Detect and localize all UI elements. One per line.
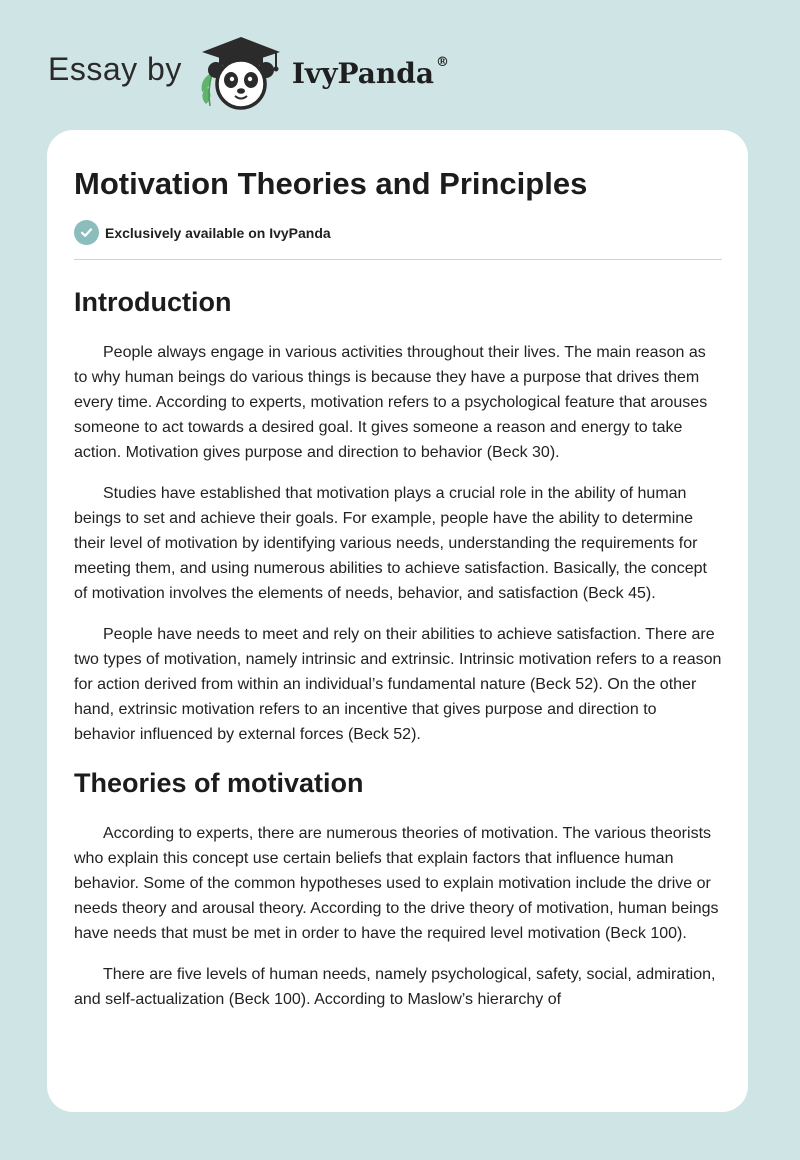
paragraph: People always engage in various activities throughout their lives. The main reason as to why human beings do various things is because they have a purpose that drives them every time. According to experts, motivation refers to a psychological feature that arouses someone to act towards a desired goal. It gives someone a reason and energy to take action. Motivation gives purpose and direction to behavior (Beck 30). [74,344,708,461]
paragraph: Studies have established that motivation plays a crucial role in the ability of human beings to set and achieve their goals. For example, people have the ability to determine their level of motivation by identifying various needs, understanding the requirements for meeting them, and using numerous abilities to achieve satisfaction. Basically, the concept of motivation involves the elements of needs, behavior, and satisfaction (Beck 45). [74,485,707,602]
paragraph: There are five levels of human needs, namely psychological, safety, social, admiration, and self-actualization (Beck 100). According to Maslow’s hierarchy of [74,966,716,1008]
panda-logo-icon [196,34,286,110]
section-heading: Introduction [74,287,232,317]
divider [74,259,722,260]
page-title: Motivation Theories and Principles [74,166,588,201]
brand-prefix: Essay by [48,50,182,87]
paragraph: According to experts, there are numerous theories of motivation. The various theorists who explain this concept use certain beliefs that explain factors that influence human behavior. Some of the common hypotheses used to explain motivation include the drive or needs theory and arousal theory. According to the drive theory of motivation, human beings have needs that must be met in order to have the required level motivation (Beck 100). [74,825,719,942]
essay-card [47,130,748,1112]
section-heading: Theories of motivation [74,768,364,798]
paragraph: People have needs to meet and rely on their abilities to achieve satisfaction. There are two types of motivation, namely intrinsic and extrinsic. Intrinsic motivation refers to a reason for action derived from within an individual’s fundamental nature (Beck 52). On the other hand, extrinsic motivation refers to an incentive that gives purpose and direction to behavior influenced by external forces (Beck 52). [74,626,722,743]
check-circle-icon [74,220,99,245]
brand-name: IvyPanda ® [291,54,449,90]
badge-text: Exclusively available on IvyPanda [105,224,331,241]
exclusive-badge [74,220,722,245]
brand-header [48,34,449,110]
